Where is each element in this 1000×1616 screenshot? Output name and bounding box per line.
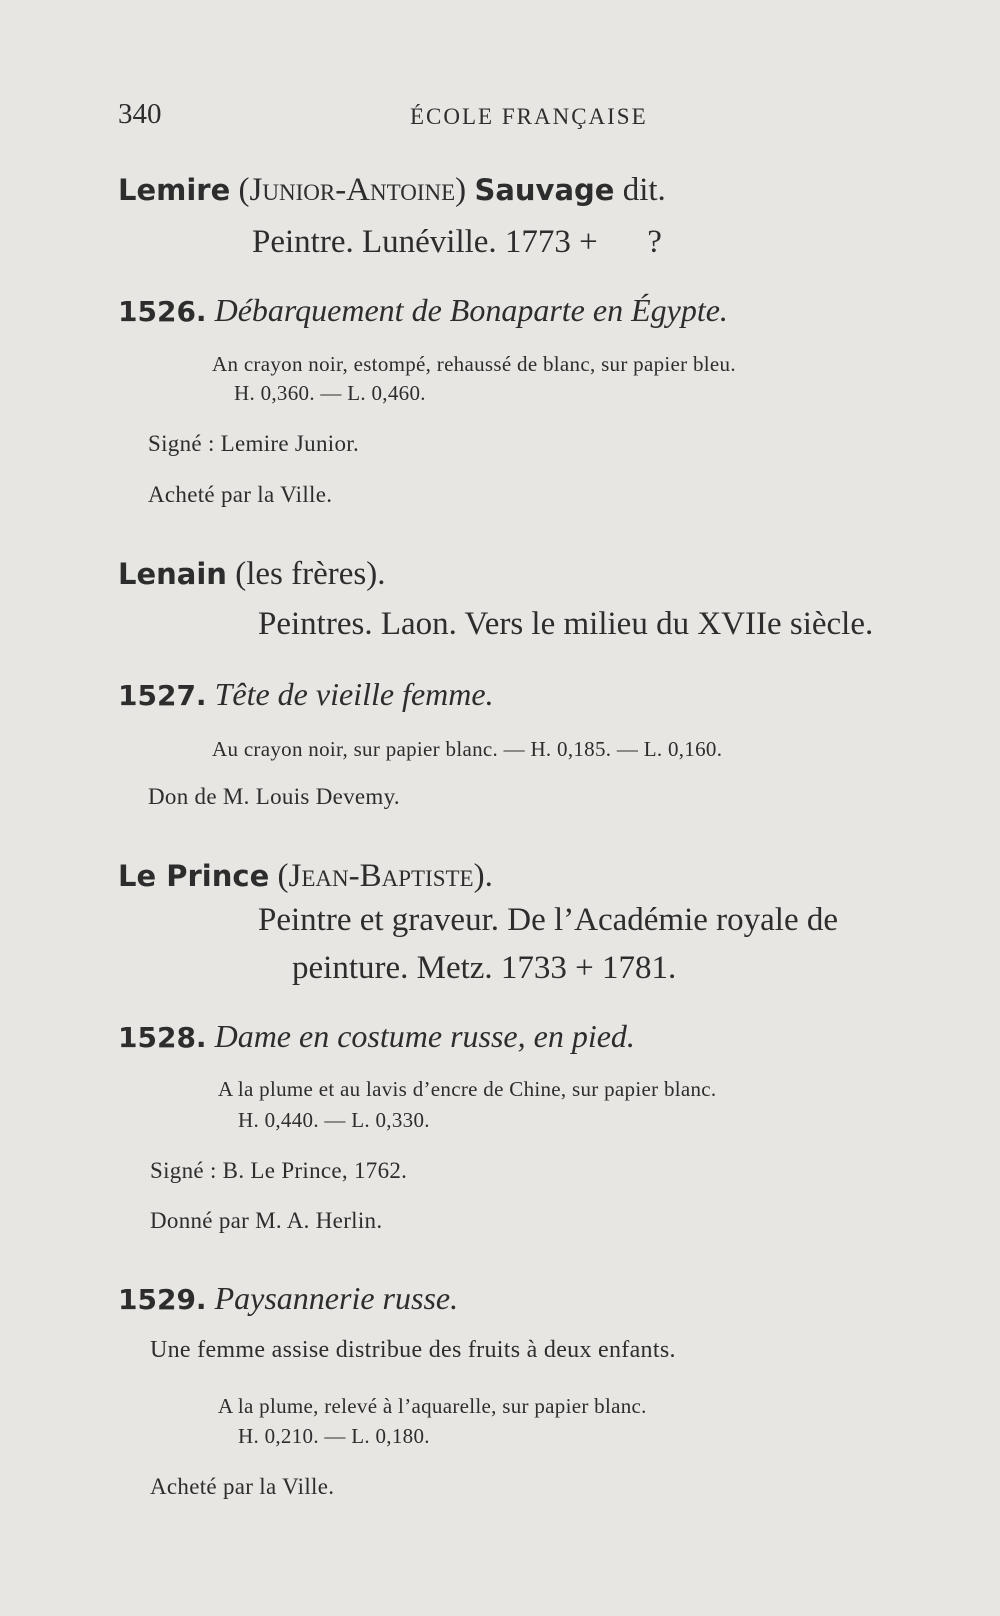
artist-heading-le-prince bbox=[118, 858, 493, 895]
artist-heading-lemire bbox=[118, 172, 666, 209]
entry-provenance: Acheté par la Ville. bbox=[150, 1474, 335, 1499]
entry-number: 1528. bbox=[118, 1021, 207, 1054]
artist-alias-tail: dit. bbox=[622, 172, 666, 208]
artist-given-name: (les frères). bbox=[235, 556, 386, 592]
artist-given-name: (Junior-Antoine) bbox=[238, 172, 467, 208]
entry-heading-1526 bbox=[118, 292, 728, 329]
entry-number: 1527. bbox=[118, 679, 207, 712]
entry-title: Tête de vieille femme. bbox=[214, 676, 494, 712]
artist-bio: Peintres. Laon. Vers le milieu du XVIIe siècle. bbox=[258, 606, 874, 642]
artist-bio: Peintre. Lunéville. 1773 + ? bbox=[252, 224, 662, 260]
entry-provenance: Donné par M. A. Herlin. bbox=[150, 1208, 383, 1233]
entry-dimensions: H. 0,440. — L. 0,330. bbox=[238, 1108, 430, 1132]
entry-medium: A la plume et au lavis d’encre de Chine, sur papier blanc. bbox=[218, 1077, 717, 1101]
entry-number: 1529. bbox=[118, 1283, 207, 1316]
artist-name: Lemire bbox=[118, 173, 231, 207]
entry-signature: Signé : B. Le Prince, 1762. bbox=[150, 1158, 408, 1183]
entry-subject: Une femme assise distribue des fruits à deux enfants. bbox=[150, 1337, 676, 1363]
artist-bio-line-1: Peintre et graveur. De l’Académie royale de bbox=[258, 902, 838, 938]
entry-title: Paysannerie russe. bbox=[214, 1280, 459, 1316]
running-title: ÉCOLE FRANÇAISE bbox=[410, 104, 648, 129]
entry-dimensions: H. 0,210. — L. 0,180. bbox=[238, 1424, 430, 1448]
entry-title: Dame en costume russe, en pied. bbox=[214, 1018, 635, 1054]
entry-dimensions: H. 0,360. — L. 0,460. bbox=[234, 381, 426, 405]
entry-heading-1528 bbox=[118, 1018, 635, 1055]
entry-provenance: Don de M. Louis Devemy. bbox=[148, 784, 400, 809]
entry-title: Débarquement de Bonaparte en Égypte. bbox=[214, 292, 728, 328]
artist-name: Lenain bbox=[118, 557, 227, 591]
entry-provenance: Acheté par la Ville. bbox=[148, 482, 333, 507]
artist-given-name: (Jean-Baptiste). bbox=[277, 858, 493, 894]
entry-medium: An crayon noir, estompé, rehaussé de blanc, sur papier bleu. bbox=[212, 352, 736, 376]
page-number: 340 bbox=[118, 98, 162, 130]
entry-heading-1529 bbox=[118, 1280, 458, 1317]
artist-name: Le Prince bbox=[118, 859, 270, 893]
artist-bio-line-2: peinture. Metz. 1733 + 1781. bbox=[292, 950, 677, 986]
artist-heading-lenain bbox=[118, 556, 385, 593]
entry-medium: A la plume, relevé à l’aquarelle, sur papier blanc. bbox=[218, 1394, 647, 1418]
entry-number: 1526. bbox=[118, 295, 207, 328]
entry-signature: Signé : Lemire Junior. bbox=[148, 431, 360, 456]
entry-medium: Au crayon noir, sur papier blanc. — H. 0,185. — L. 0,160. bbox=[212, 737, 723, 761]
entry-heading-1527 bbox=[118, 676, 494, 713]
artist-alias: Sauvage bbox=[474, 173, 615, 207]
